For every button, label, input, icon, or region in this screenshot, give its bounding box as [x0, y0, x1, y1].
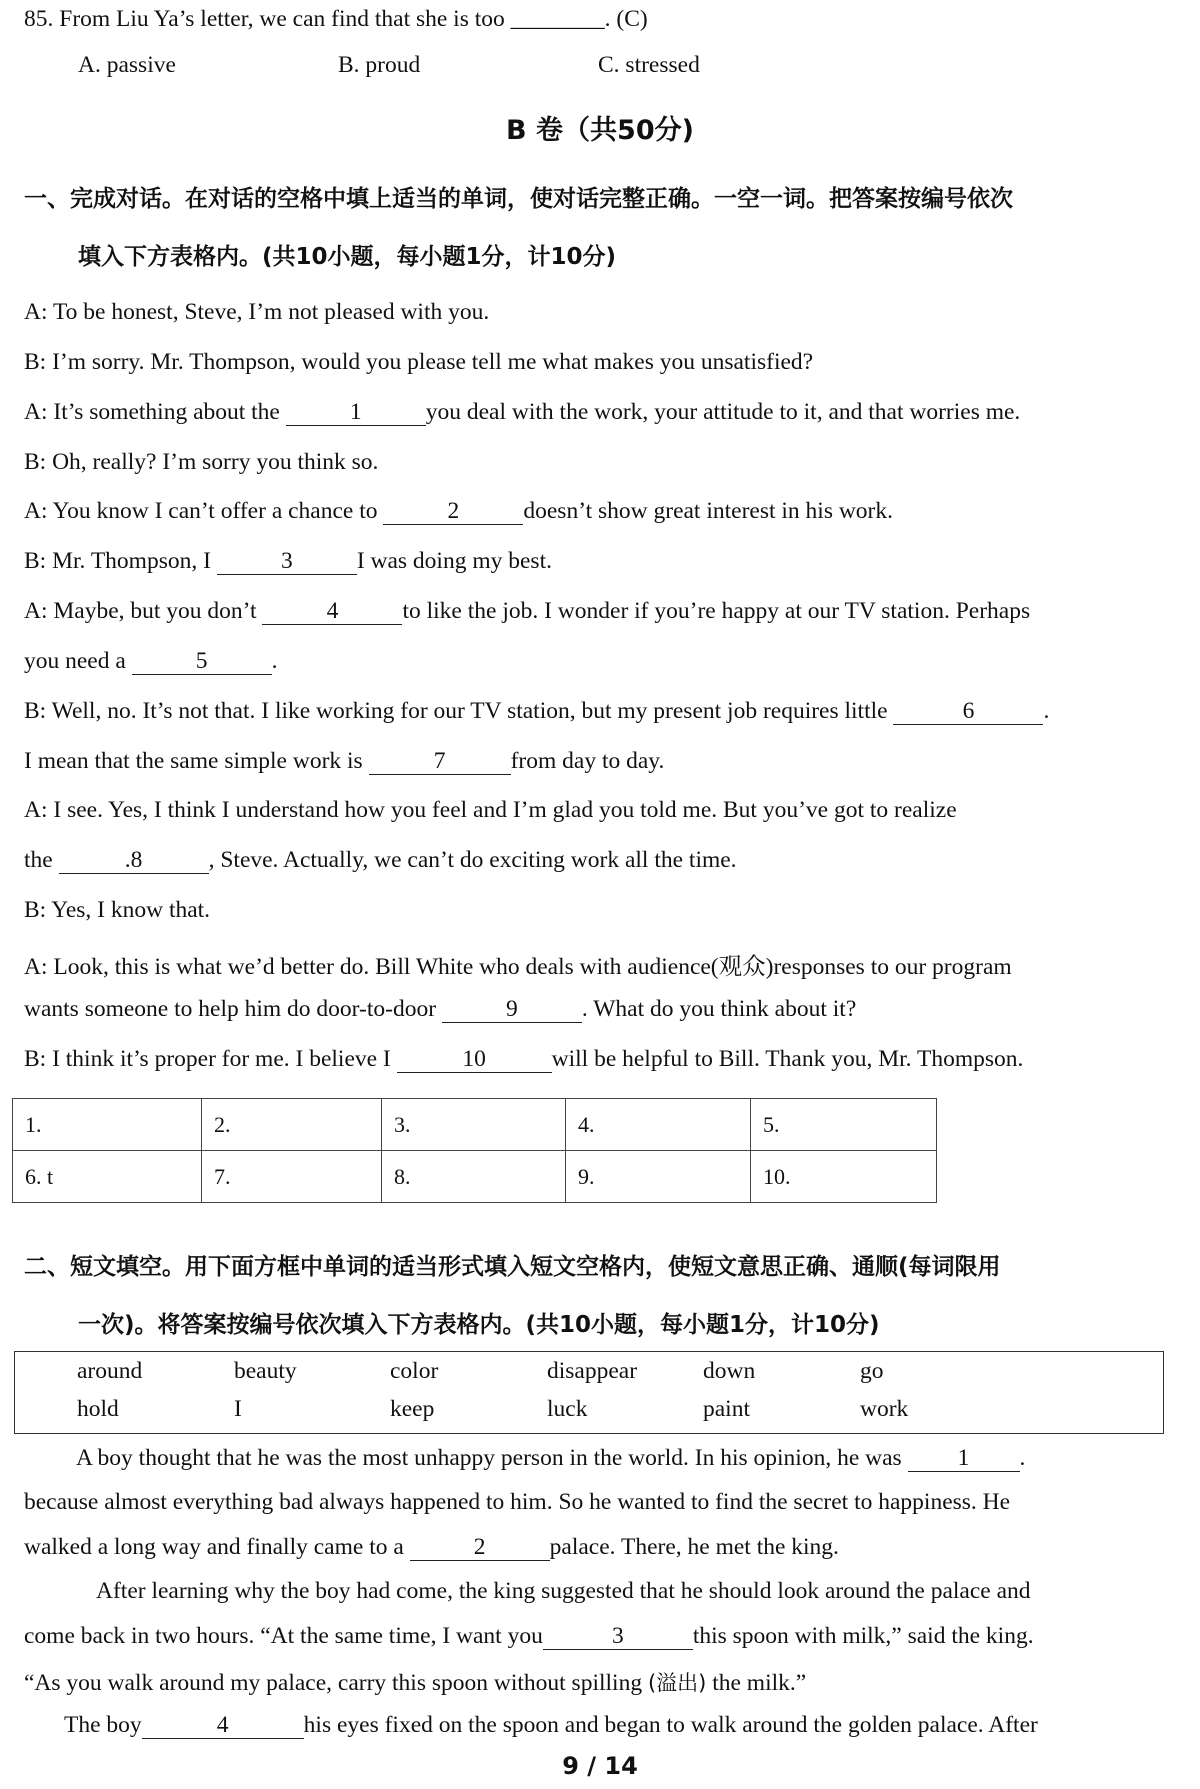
word-box-item: beauty — [234, 1358, 297, 1384]
option-b: B. proud — [338, 52, 421, 78]
dialogue-text: B: Well, no. It’s not that. I like working for our TV station, but my present job requires little — [24, 698, 894, 724]
passage-text: his eyes fixed on the spoon and began to walk around the golden palace. After — [303, 1712, 1038, 1738]
answer-cell[interactable]: 2. — [202, 1099, 382, 1151]
blank-9[interactable]: 9 — [442, 997, 582, 1023]
dialogue-line — [24, 498, 893, 525]
dialogue-line — [24, 996, 856, 1023]
dialogue-text: I was doing my best. — [356, 548, 552, 574]
dialogue-text: to like the job. I wonder if you’re happy at our TV station. Perhaps — [402, 598, 1031, 624]
answer-cell[interactable]: 4. — [566, 1099, 751, 1151]
dialogue-text: , Steve. Actually, we can’t do exciting work all the time. — [208, 847, 737, 873]
dialogue-text: I mean that the same simple work is — [24, 748, 369, 774]
section2-heading-line1: 二、短文填空。用下面方框中单词的适当形式填入短文空格内，使短文意思正确、通顺(每词限用 — [24, 1254, 1001, 1280]
word-box-item: keep — [390, 1396, 435, 1422]
table-row — [13, 1099, 937, 1151]
blank-5[interactable]: 5 — [132, 649, 272, 675]
dialogue-text: . — [1043, 698, 1050, 724]
dialogue-text: B: Mr. Thompson, I — [24, 548, 217, 574]
word-box-item: I — [234, 1396, 242, 1422]
dialogue-text: A: It’s something about the — [24, 399, 286, 425]
passage-text: . — [1019, 1445, 1026, 1471]
table-row — [13, 1151, 937, 1203]
blank-3[interactable]: 3 — [217, 549, 357, 575]
dialogue-text: the — [24, 847, 59, 873]
passage-text: palace. There, he met the king. — [549, 1534, 839, 1560]
dialogue-text: from day to day. — [510, 748, 665, 774]
option-c: C. stressed — [598, 52, 700, 78]
word-box-item: work — [860, 1396, 909, 1422]
dialogue-text: . What do you think about it? — [581, 996, 857, 1022]
answer-cell[interactable]: 3. — [382, 1099, 566, 1151]
section2-heading-line2: 一次)。将答案按编号依次填入下方表格内。(共10小题，每小题1分，计10分) — [78, 1312, 880, 1338]
answer-cell[interactable]: 8. — [382, 1151, 566, 1203]
word-box-item: color — [390, 1358, 439, 1384]
dialogue-line — [24, 548, 552, 575]
blank-6[interactable]: 6 — [893, 699, 1043, 725]
blank-7[interactable]: 7 — [369, 749, 511, 775]
section1-heading-line1: 一、完成对话。在对话的空格中填上适当的单词，使对话完整正确。一空一词。把答案按编号依次 — [24, 186, 1013, 212]
dialogue-line: A: I see. Yes, I think I understand how you feel and I’m glad you told me. But you’ve got to realize — [24, 797, 957, 823]
passage-gloss: (溢出) — [647, 1671, 707, 1695]
dialogue-line — [24, 847, 737, 874]
blank-2[interactable]: 2 — [383, 499, 523, 525]
dialogue-line — [24, 399, 1020, 426]
passage-line — [64, 1712, 1038, 1739]
dialogue-line: B: Oh, really? I’m sorry you think so. — [24, 449, 379, 475]
word-box-item: go — [860, 1358, 884, 1384]
blank-10[interactable]: 10 — [397, 1047, 552, 1073]
word-box-item: hold — [77, 1396, 119, 1422]
passage-text: this spoon with milk,” said the king. — [692, 1623, 1034, 1649]
blank-4[interactable]: 4 — [262, 599, 402, 625]
passage-line: because almost everything bad always happened to him. So he wanted to find the secret to happiness. He — [24, 1489, 1011, 1515]
passage-line — [24, 1623, 1034, 1650]
dialogue-text: wants someone to help him do door-to-door — [24, 996, 442, 1022]
answer-cell[interactable]: 1. — [13, 1099, 202, 1151]
passage-blank-4[interactable]: 4 — [142, 1713, 304, 1739]
word-box-item: paint — [703, 1396, 750, 1422]
section-b-title: B 卷（共50分) — [506, 115, 694, 146]
answer-cell[interactable]: 5. — [751, 1099, 937, 1151]
passage-text: walked a long way and finally came to a — [24, 1534, 410, 1560]
passage-blank-1[interactable]: 1 — [908, 1446, 1020, 1472]
answer-cell[interactable]: 10. — [751, 1151, 937, 1203]
passage-line — [24, 1667, 806, 1697]
dialogue-text: you deal with the work, your attitude to it, and that worries me. — [425, 399, 1021, 425]
dialogue-text: A: Maybe, but you don’t — [24, 598, 263, 624]
dialogue-line: A: To be honest, Steve, I’m not pleased with you. — [24, 299, 490, 325]
passage-text: The boy — [64, 1712, 142, 1738]
passage-text: come back in two hours. “At the same time, I want you — [24, 1623, 543, 1649]
dialogue-text: will be helpful to Bill. Thank you, Mr. Thompson. — [551, 1046, 1024, 1072]
dialogue-line — [24, 698, 1049, 725]
passage-line — [24, 1534, 839, 1561]
word-box-item: luck — [547, 1396, 588, 1422]
passage-blank-2[interactable]: 2 — [410, 1535, 550, 1561]
dialogue-line — [24, 598, 1030, 625]
blank-8[interactable]: .8 — [59, 848, 209, 874]
passage-text: the milk.” — [706, 1670, 807, 1696]
word-box-item: disappear — [547, 1358, 638, 1384]
passage-text: “As you walk around my palace, carry this spoon without spilling — [24, 1670, 648, 1696]
answer-cell[interactable]: 7. — [202, 1151, 382, 1203]
dialogue-line: B: Yes, I know that. — [24, 897, 211, 923]
passage-line — [76, 1445, 1025, 1472]
section1-heading-line2: 填入下方表格内。(共10小题，每小题1分，计10分) — [78, 244, 617, 270]
word-box — [14, 1351, 1164, 1434]
option-a: A. passive — [78, 52, 176, 78]
dialogue-text: you need a — [24, 648, 132, 674]
dialogue-text: A: You know I can’t offer a chance to — [24, 498, 384, 524]
answer-cell[interactable]: 6. t — [13, 1151, 202, 1203]
dialogue-line — [24, 748, 664, 775]
dialogue-text: . — [271, 648, 278, 674]
page-number: 9 / 14 — [562, 1752, 638, 1780]
answer-cell[interactable]: 9. — [566, 1151, 751, 1203]
word-box-item: around — [77, 1358, 143, 1384]
dialogue-text: B: I think it’s proper for me. I believe I — [24, 1046, 397, 1072]
answer-table — [12, 1098, 937, 1203]
passage-text: A boy thought that he was the most unhappy person in the world. In his opinion, he was — [76, 1445, 908, 1471]
dialogue-line: A: Look, this is what we’d better do. Bill White who deals with audience(观众)responses to our program — [24, 954, 1012, 980]
dialogue-text: doesn’t show great interest in his work. — [523, 498, 894, 524]
dialogue-line — [24, 648, 278, 675]
passage-blank-3[interactable]: 3 — [543, 1624, 693, 1650]
dialogue-line: B: I’m sorry. Mr. Thompson, would you please tell me what makes you unsatisfied? — [24, 349, 814, 375]
passage-line: After learning why the boy had come, the king suggested that he should look around the palace and — [96, 1578, 1031, 1604]
word-box-item: down — [703, 1358, 756, 1384]
dialogue-line — [24, 1046, 1023, 1073]
blank-1[interactable]: 1 — [286, 400, 426, 426]
question-85-stem: 85. From Liu Ya’s letter, we can find that she is too ________. (C) — [24, 6, 648, 32]
